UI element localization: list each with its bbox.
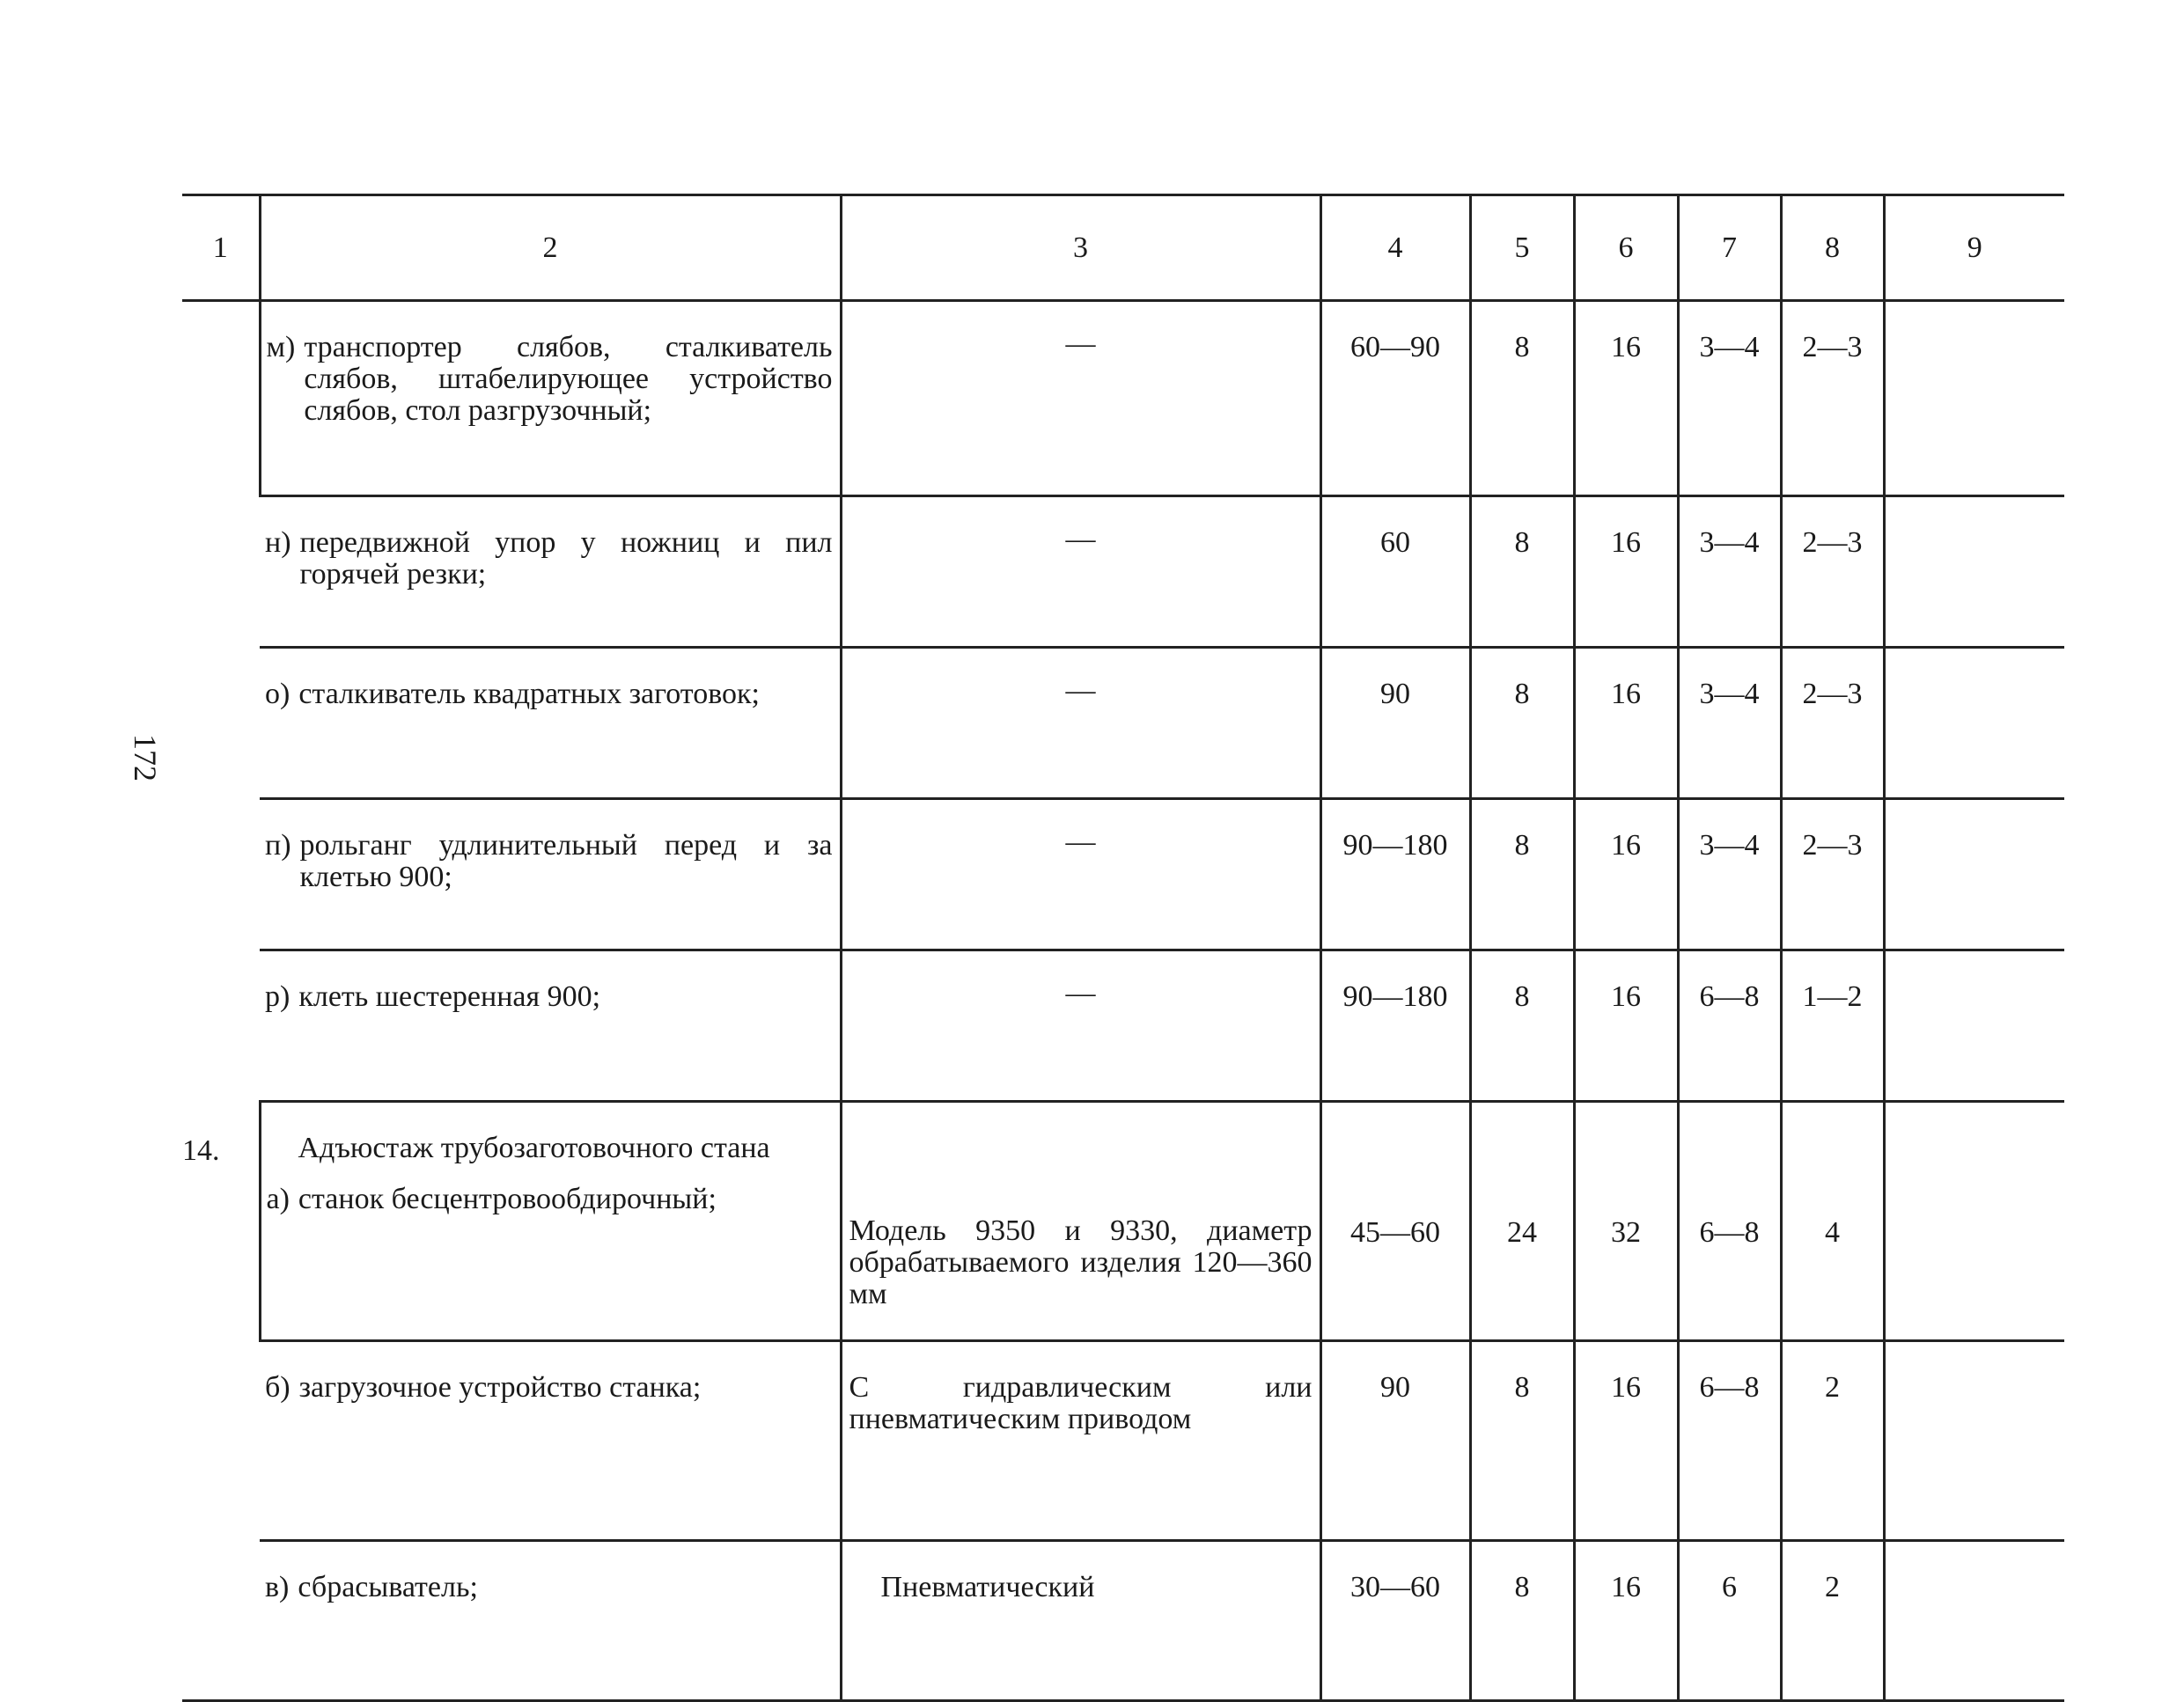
col7-cell: 3—4 — [1678, 301, 1781, 496]
col7-cell: 6—8 — [1678, 950, 1781, 1102]
col7-cell: 6—8 — [1678, 1341, 1781, 1541]
col8-value: 4 — [1825, 1216, 1840, 1249]
col8-cell: 2 — [1781, 1341, 1884, 1541]
note-text: Пневматический — [880, 1571, 1095, 1603]
item-name: передвижной упор у ножниц и пил горячей резки; — [299, 526, 833, 591]
col9-cell — [1884, 301, 2064, 496]
row-index — [182, 301, 260, 1102]
item-name-cell — [260, 799, 841, 950]
col5-value: 24 — [1507, 1216, 1537, 1249]
item-name-cell — [260, 301, 841, 496]
col8-cell: 2—3 — [1781, 496, 1884, 648]
col6-cell: 16 — [1574, 301, 1678, 496]
col6-cell: 16 — [1574, 496, 1678, 648]
item-name: станок бесцентровообдирочный; — [298, 1183, 717, 1215]
col6-cell: 16 — [1574, 648, 1678, 799]
item-name-cell — [260, 1102, 841, 1341]
note-cell: С гидравлическим или пневматическим приводом — [841, 1341, 1320, 1541]
item-letter: н) — [265, 526, 291, 559]
item-name: рольганг удлинительный перед и за клетью 900; — [299, 829, 833, 893]
col7-cell: 3—4 — [1678, 648, 1781, 799]
table-row — [182, 496, 2064, 648]
item-name: клеть шестеренная 900; — [298, 980, 601, 1013]
col4-cell: 60 — [1320, 496, 1470, 648]
col6-cell: 16 — [1574, 1341, 1678, 1541]
col6-cell: 16 — [1574, 799, 1678, 950]
col8-cell: 1—2 — [1781, 950, 1884, 1102]
item-name: загрузочное устройство станка; — [298, 1371, 702, 1404]
item-name: транспортер слябов, сталкиватель слябов, штабелирующее устройство слябов, стол разгрузочный; — [304, 331, 833, 427]
item-letter: б) — [265, 1371, 290, 1404]
item-letter: р) — [265, 980, 290, 1013]
col9-cell — [1884, 496, 2064, 648]
col5-cell: 8 — [1470, 799, 1574, 950]
note-text: Модель 9350 и 9330, диаметр обрабатываемого изделия 120—360 мм — [849, 1214, 1313, 1310]
col5-cell: 8 — [1470, 648, 1574, 799]
item-name-cell — [260, 1541, 841, 1701]
column-header: 6 — [1574, 195, 1678, 301]
col5-cell — [1470, 1102, 1574, 1341]
item-name: сбрасыватель; — [298, 1571, 478, 1603]
group-title: Адъюстаж трубозаготовочного стана — [298, 1132, 770, 1164]
note-cell: — — [841, 799, 1320, 950]
column-header: 7 — [1678, 195, 1781, 301]
col9-cell — [1884, 648, 2064, 799]
col9-cell — [1884, 799, 2064, 950]
table-row — [182, 950, 2064, 1102]
col4-value: 45—60 — [1350, 1216, 1440, 1249]
col5-cell: 8 — [1470, 950, 1574, 1102]
item-name-cell — [260, 1341, 841, 1541]
table-row — [182, 648, 2064, 799]
col7-cell — [1678, 1102, 1781, 1341]
item-name-cell — [260, 496, 841, 648]
item-name-cell — [260, 950, 841, 1102]
note-cell: — — [841, 950, 1320, 1102]
column-header: 8 — [1781, 195, 1884, 301]
col6-value: 32 — [1611, 1216, 1641, 1249]
col4-cell: 90—180 — [1320, 950, 1470, 1102]
col4-cell: 60—90 — [1320, 301, 1470, 496]
col9-cell — [1884, 1102, 2064, 1341]
col5-cell: 8 — [1470, 1541, 1574, 1701]
col9-cell — [1884, 1541, 2064, 1701]
column-header: 9 — [1884, 195, 2064, 301]
col8-cell — [1781, 1102, 1884, 1341]
table-row — [182, 1341, 2064, 1541]
col6-cell: 16 — [1574, 950, 1678, 1102]
header-row — [182, 195, 2064, 301]
col7-value: 6—8 — [1699, 1216, 1760, 1249]
column-header: 4 — [1320, 195, 1470, 301]
item-letter: а) — [266, 1183, 290, 1215]
col7-cell: 3—4 — [1678, 799, 1781, 950]
col4-cell: 90 — [1320, 648, 1470, 799]
row-index: 14. — [182, 1102, 260, 1701]
table-row — [182, 799, 2064, 950]
col4-cell: 90 — [1320, 1341, 1470, 1541]
specs-table — [182, 194, 2064, 1702]
column-header: 5 — [1470, 195, 1574, 301]
col5-cell: 8 — [1470, 301, 1574, 496]
col8-cell: 2 — [1781, 1541, 1884, 1701]
column-header: 2 — [260, 195, 841, 301]
col4-cell: 90—180 — [1320, 799, 1470, 950]
table-row — [182, 1541, 2064, 1701]
note-cell — [841, 1541, 1320, 1701]
note-cell: — — [841, 648, 1320, 799]
col8-cell: 2—3 — [1781, 648, 1884, 799]
page-number: 172 — [128, 734, 163, 781]
col6-cell: 16 — [1574, 1541, 1678, 1701]
note-cell: — — [841, 496, 1320, 648]
col9-cell — [1884, 950, 2064, 1102]
col8-cell: 2—3 — [1781, 301, 1884, 496]
col6-cell — [1574, 1102, 1678, 1341]
col4-cell — [1320, 1102, 1470, 1341]
column-header: 1 — [182, 195, 260, 301]
col7-cell: 3—4 — [1678, 496, 1781, 648]
col5-cell: 8 — [1470, 496, 1574, 648]
column-header: 3 — [841, 195, 1320, 301]
item-name-cell — [260, 648, 841, 799]
table-row — [182, 301, 2064, 496]
item-name: сталкиватель квадратных заготовок; — [298, 678, 760, 710]
col8-cell: 2—3 — [1781, 799, 1884, 950]
col4-cell: 30—60 — [1320, 1541, 1470, 1701]
table-row — [182, 1102, 2064, 1341]
item-letter: п) — [265, 829, 291, 862]
col9-cell — [1884, 1341, 2064, 1541]
item-letter: в) — [265, 1571, 290, 1603]
item-letter: м) — [266, 331, 296, 363]
note-cell — [841, 1102, 1320, 1341]
col5-cell: 8 — [1470, 1341, 1574, 1541]
item-letter: о) — [265, 678, 290, 710]
note-cell: — — [841, 301, 1320, 496]
col7-cell: 6 — [1678, 1541, 1781, 1701]
